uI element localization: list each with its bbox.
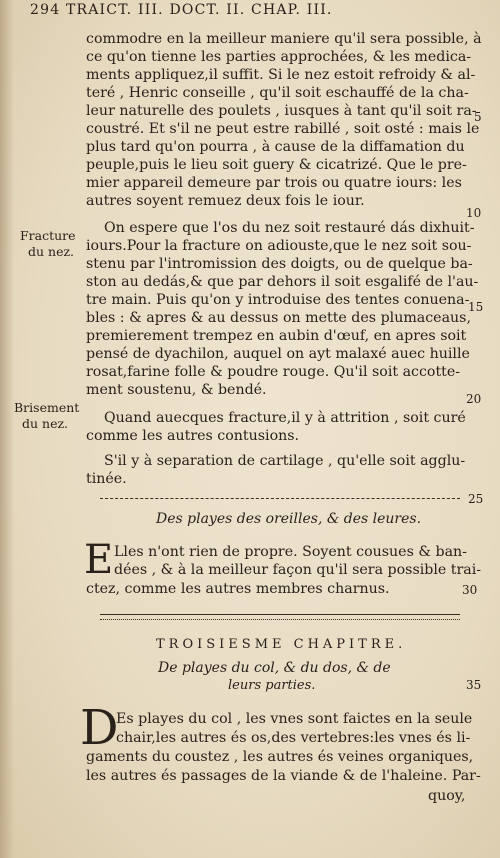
text-line: iours.Pour la fracture on adiouste,que le nez soit sou- [86, 238, 472, 254]
drop-cap-d: D [80, 700, 119, 756]
chapter-label: TROISIESME CHAPITRE. [156, 637, 407, 652]
catchword: quoy, [428, 788, 466, 804]
text-line: ctez, comme les autres membres charnus. [86, 581, 390, 597]
text-line: S'il y à separation de cartilage , qu'elle soit agglu- [104, 453, 466, 469]
text-line: Lles n'ont rien de propre. Soyent cousues & ban- [114, 544, 467, 560]
line-number: 30 [462, 583, 478, 597]
drop-cap-e: E [84, 537, 114, 583]
margin-note-fracture: du nez. [28, 244, 75, 259]
text-line: On espere que l'os du nez soit restauré dás dixhuit- [104, 220, 475, 236]
section-divider [100, 498, 460, 499]
chapter-rule [100, 614, 460, 615]
line-number: 10 [466, 206, 482, 220]
text-line: chair,les autres és os,des vertebres:les vnes és li- [116, 730, 471, 746]
text-line: tre main. Puis qu'on y introduise des tentes conuena- [86, 292, 470, 308]
text-line: gaments du coustez , les autres és veines organiques, [86, 749, 474, 765]
text-line: leur naturelle des poulets , iusques à tant qu'il soit ra- [86, 103, 477, 119]
text-line: pensé de dyachilon, auquel on ayt malaxé auec huille [86, 346, 470, 362]
text-line: ce qu'on tienne les parties approchées, & les medica- [86, 49, 472, 65]
text-line: mier appareil demeure par trois ou quatre iours: les [86, 175, 462, 191]
line-number: 20 [466, 392, 482, 406]
page-gutter-shadow [0, 0, 14, 858]
chapter-subtitle: De playes du col, & du dos, & de [158, 660, 391, 676]
text-line: autres soyent remuez deux fois le iour. [86, 193, 365, 209]
text-line: tinée. [86, 471, 127, 487]
line-number: 5 [474, 110, 482, 124]
text-line: ments appliquez,il suffit. Si le nez estoit refroidy & al- [86, 67, 476, 83]
text-line: peuple,puis le lieu soit guery & cicatrizé. Que le pre- [86, 157, 467, 173]
margin-note-fracture: Fracture [20, 228, 76, 243]
line-number: 35 [466, 678, 482, 692]
text-line: les autres és passages de la viande & de l'haleine. Par- [86, 768, 481, 784]
text-line: stenu par l'intromission des doigts, ou de quelque ba- [86, 256, 473, 272]
text-line: coustré. Et s'il ne peut estre rabillé , soit osté : mais le [86, 121, 480, 137]
margin-note-brisement: du nez. [22, 416, 69, 431]
running-head: 294 TRAICT. III. DOCT. II. CHAP. III. [30, 2, 333, 18]
line-number: 25 [468, 492, 484, 506]
text-line: premierement trempez en aubin d'œuf, en apres soit [86, 328, 467, 344]
section-heading: Des playes des oreilles, & des leures. [156, 511, 422, 527]
text-line: ston au dedás,& que par dehors il soit esgalifé de l'au- [86, 274, 479, 290]
text-line: ment soustenu, & bendé. [86, 382, 267, 398]
line-number: 15 [468, 300, 484, 314]
chapter-subtitle: leurs parties. [228, 678, 316, 693]
chapter-rule [100, 619, 460, 620]
text-line: bles : & apres & au dessus on mette des plumaceaus, [86, 310, 471, 326]
text-line: comme les autres contusions. [86, 428, 300, 444]
text-line: teré , Henric conseille , qu'il soit eschauffé de la cha- [86, 85, 469, 101]
text-line: Quand auecques fracture,il y à attrition , soit curé [104, 410, 466, 426]
text-line: commodre en la meilleur maniere qu'il sera possible, à [86, 31, 482, 47]
text-line: dées , & à la meilleur façon qu'il sera possible trai- [114, 562, 482, 578]
text-line: Es playes du col , les vnes sont faictes en la seule [116, 711, 473, 727]
margin-note-brisement: Brisement [14, 400, 80, 415]
text-line: rosat,farine folle & poudre rouge. Qu'il soit accotte- [86, 364, 461, 380]
text-line: plus tard qu'on pourra , à cause de la diffamation du [86, 139, 465, 155]
